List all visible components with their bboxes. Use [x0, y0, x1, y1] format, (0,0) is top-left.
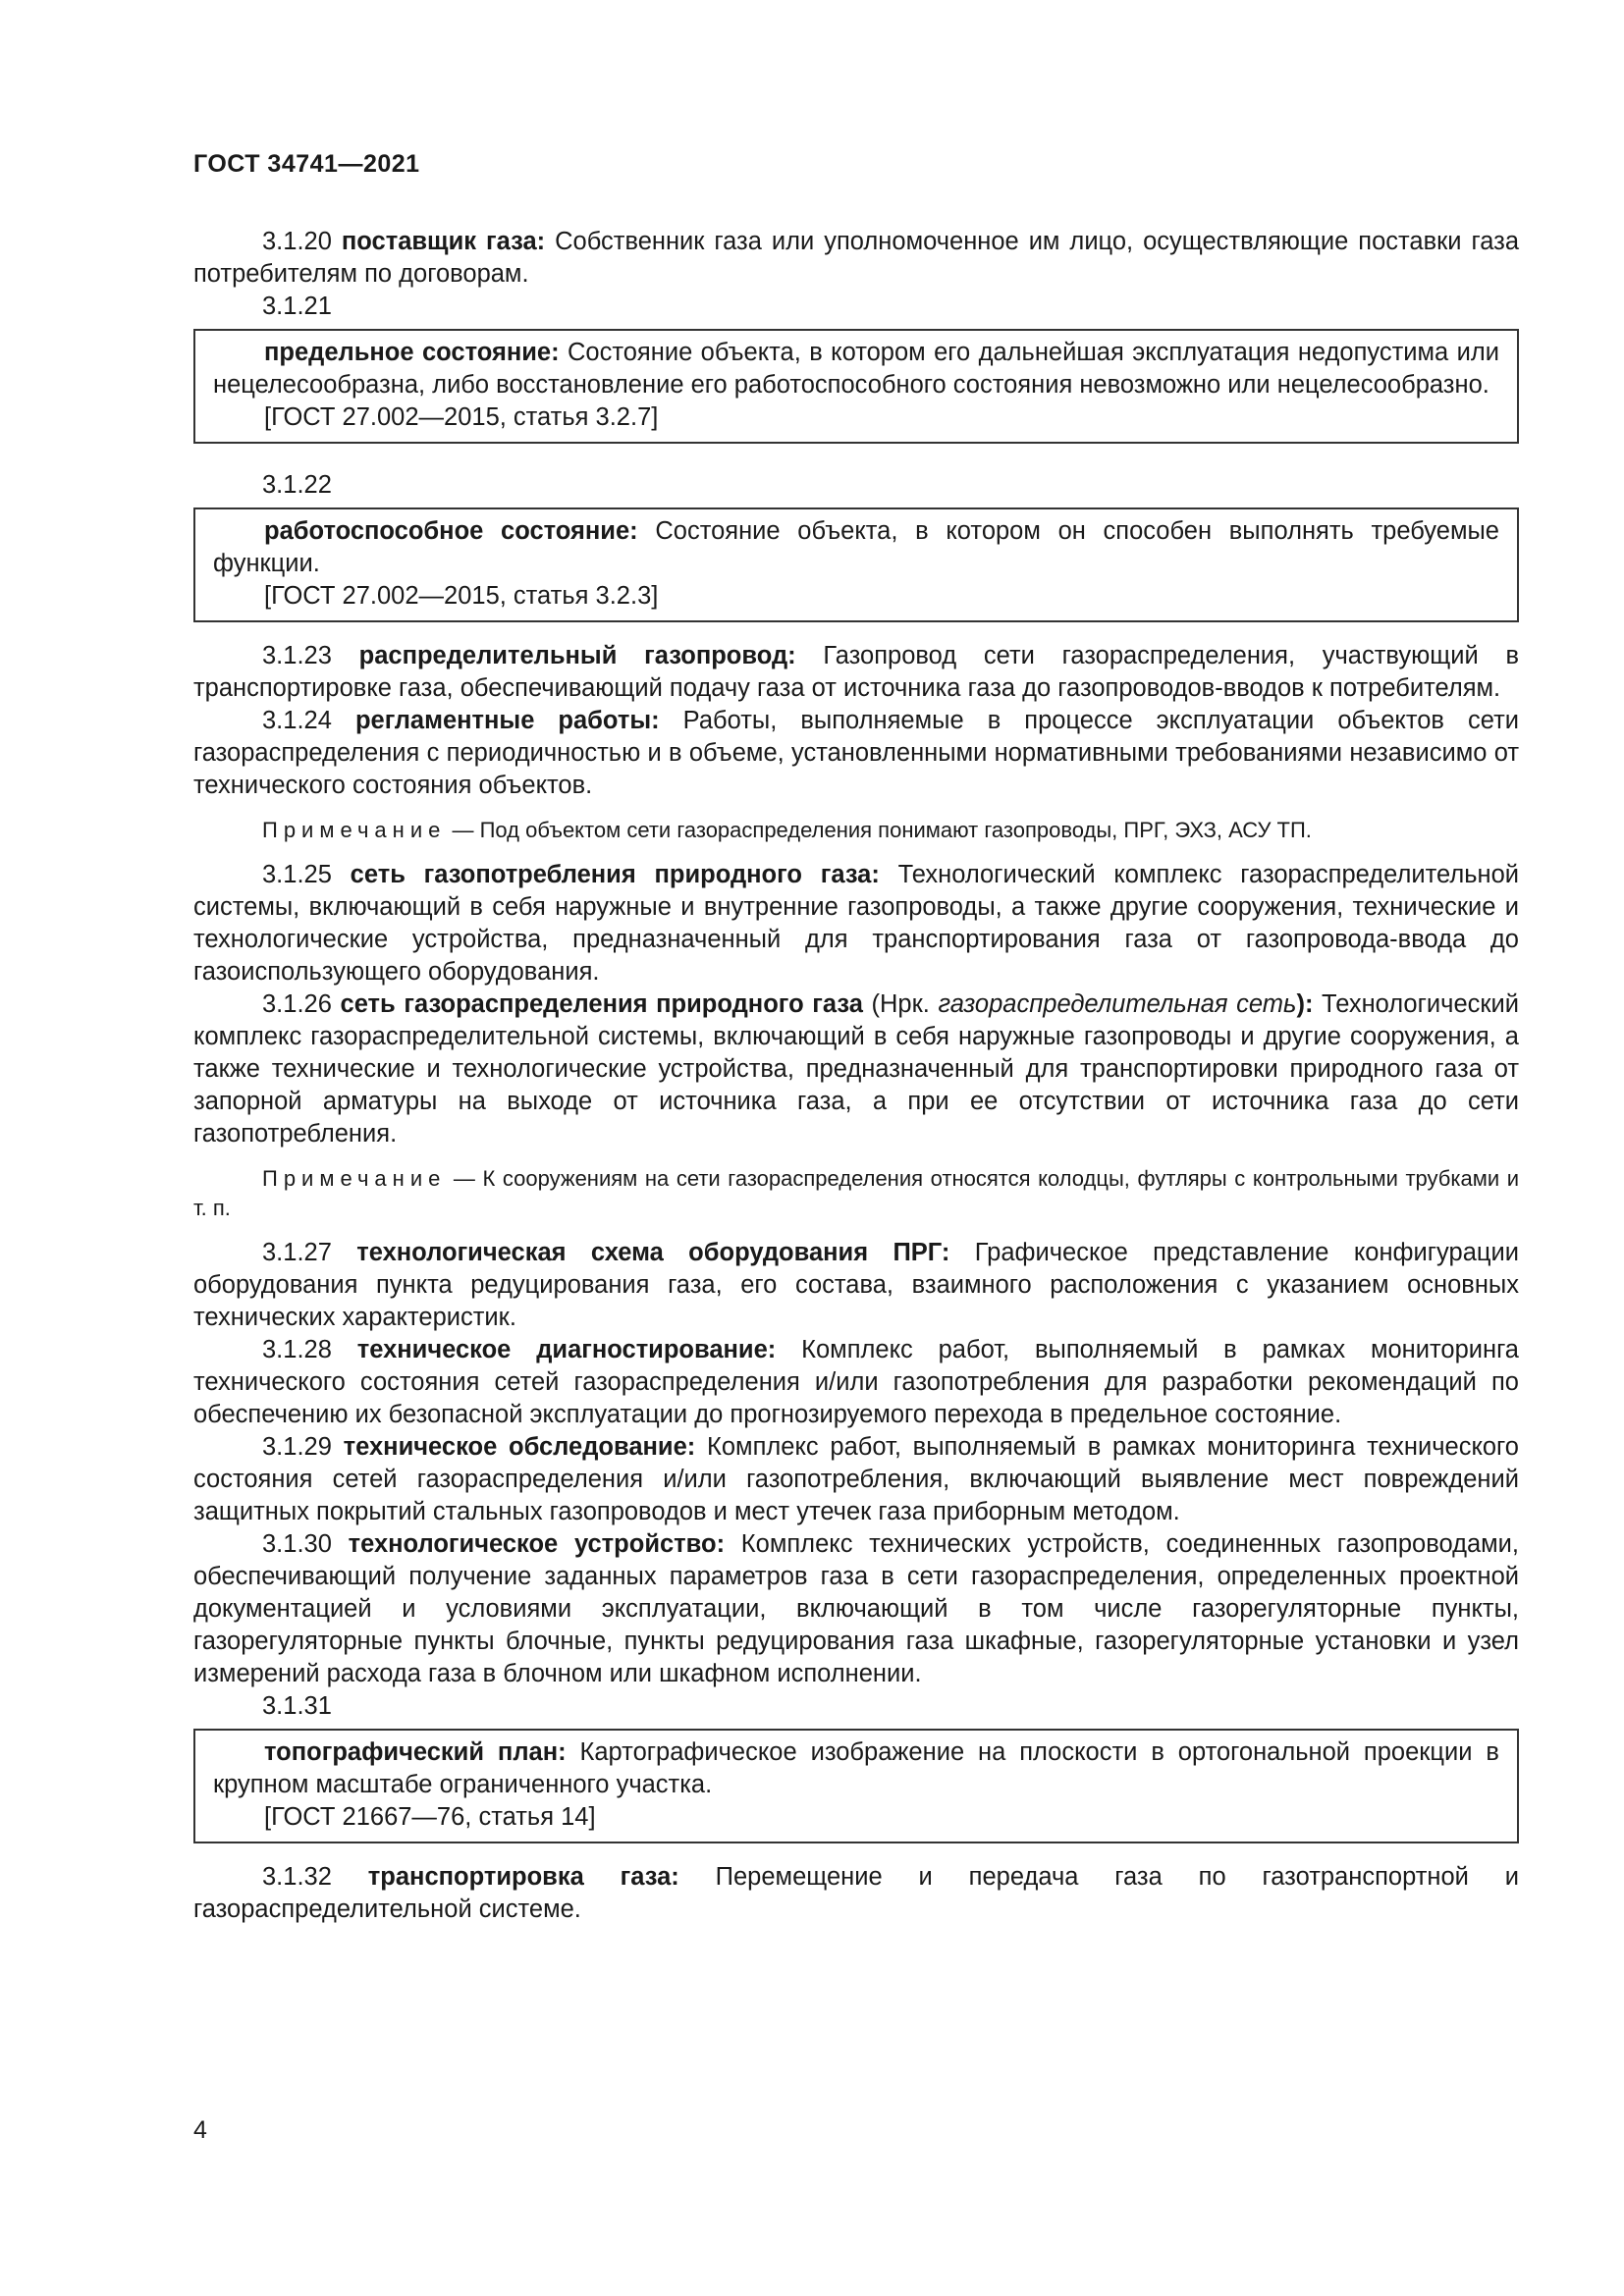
entry-number: 3.1.23	[262, 642, 332, 669]
term-name: техническое обследование:	[343, 1433, 696, 1461]
term-name: сеть газопотребления природного газа:	[350, 861, 880, 888]
source-reference: [ГОСТ 27.002—2015, статья 3.2.3]	[264, 582, 659, 610]
source-reference: [ГОСТ 21667—76, статья 14]	[264, 1803, 596, 1831]
terms-section	[193, 226, 1519, 1926]
entry-number: 3.1.32	[262, 1863, 332, 1891]
term-entry-3-1-23	[193, 640, 1519, 705]
term-definition: Комплекс технических устройств, соединенных газопроводами, обеспечивающий получение заданных параметров газа в сети газораспределения, определенных проектной документацией и условиями эксплуатации, включающий в том числе газорегуляторные пункты, газорегуляторные пункты блочные, пункты редуцирования газа шкафные, газорегуляторные установки и узел измерений расхода газа в блочном или шкафном исполнении.	[193, 1530, 1519, 1687]
term-definition: Состояние объекта, в котором он способен выполнять требуемые функции.	[213, 517, 1499, 577]
term-entry-3-1-32	[193, 1861, 1519, 1926]
term-definition: Перемещение и передача газа по газотранспортной и газораспределительной системе.	[193, 1863, 1520, 1923]
term-post: ):	[1296, 990, 1314, 1018]
term-name: сеть газораспределения природного газа	[340, 990, 863, 1018]
term-name: распределительный газопровод:	[358, 642, 796, 669]
entry-number: 3.1.27	[262, 1239, 332, 1266]
term-definition: Комплекс работ, выполняемый в рамках мониторинга технического состояния сетей газораспределения и/или газопотребления, включающий выявление мест повреждений защитных покрытий стальных газопроводов и мест утечек газа приборным методом.	[193, 1433, 1519, 1525]
term-entry-3-1-31	[213, 1736, 1499, 1801]
term-entry-3-1-27	[193, 1237, 1519, 1334]
entry-number: 3.1.26	[262, 990, 332, 1018]
term-name: регламентные работы:	[354, 707, 660, 734]
term-definition: Состояние объекта, в котором его дальнейшая эксплуатация недопустима или нецелесообразна, либо восстановление его работоспособного состояния невозможно или нецелесообразно.	[213, 339, 1500, 399]
term-entry-3-1-28	[193, 1334, 1519, 1431]
term-definition: Технологический комплекс газораспределительной системы, включающий в себя наружные и внутренние газопроводы, а также другие сооружения, технические и технологические устройства, предназначенный для транспортирования газа от газопровода-ввода до газоиспользующего оборудования.	[193, 861, 1519, 986]
term-name: поставщик газа:	[341, 228, 546, 255]
quoted-term-box-3-1-21	[193, 329, 1519, 444]
term-definition: Технологический комплекс газораспределительной системы, включающий в себя наружные газопроводы и другие сооружения, а также технические и технологические устройства, предназначенный для транспортировки природного газа от запорной арматуры на выходе от источника газа, а при ее отсутствии от источника газа до сети газопотребления.	[193, 990, 1520, 1148]
standard-code-header: ГОСТ 34741—2021	[193, 150, 420, 178]
quoted-term-box-3-1-31	[193, 1729, 1519, 1843]
term-entry-3-1-21	[213, 337, 1499, 401]
term-name: техническое диагностирование:	[356, 1336, 777, 1363]
note-text: — К сооружениям на сети газораспределения относятся колодцы, футляры с контрольными трубками и т. п.	[193, 1166, 1519, 1220]
term-name: технологическое устройство:	[348, 1530, 726, 1558]
entry-number-3-1-22: 3.1.22	[262, 471, 332, 499]
note-text: — Под объектом сети газораспределения понимают газопроводы, ПРГ, ЭХЗ, АСУ ТП.	[446, 818, 1312, 842]
entry-number-3-1-31: 3.1.31	[262, 1692, 332, 1720]
non-recommended-term: газораспределительная сеть	[938, 990, 1297, 1018]
term-entry-3-1-30	[193, 1528, 1519, 1690]
term-entry-3-1-25	[193, 859, 1519, 988]
entry-number: 3.1.24	[262, 707, 332, 734]
entry-number: 3.1.25	[262, 861, 332, 888]
term-name: работоспособное состояние:	[264, 517, 638, 545]
entry-number-3-1-21: 3.1.21	[262, 293, 332, 320]
term-pre: (Нрк.	[862, 990, 939, 1018]
term-definition: Собственник газа или уполномоченное им лицо, осуществляющие поставки газа потребителям по договорам.	[193, 228, 1520, 288]
term-name: транспортировка газа:	[367, 1863, 679, 1891]
page-number: 4	[193, 2116, 207, 2144]
entry-number: 3.1.30	[262, 1530, 332, 1558]
entry-number: 3.1.29	[262, 1433, 332, 1461]
term-definition: Газопровод сети газораспределения, участвующий в транспортировке газа, обеспечивающий подачу газа от источника газа до газопроводов-вводов к потребителям.	[193, 642, 1519, 702]
quoted-term-box-3-1-22	[193, 507, 1519, 622]
note-1	[193, 816, 1519, 845]
entry-number: 3.1.28	[262, 1336, 332, 1363]
term-entry-3-1-22	[213, 515, 1499, 580]
term-entry-3-1-26	[193, 988, 1519, 1150]
note-label: Примечание	[262, 818, 447, 842]
note-2	[193, 1164, 1519, 1223]
entry-number: 3.1.20	[262, 228, 332, 255]
term-name: топографический план:	[264, 1738, 567, 1766]
term-name: предельное состояние:	[264, 339, 560, 366]
term-entry-3-1-29	[193, 1431, 1519, 1528]
term-entry-3-1-24	[193, 705, 1519, 802]
source-reference: [ГОСТ 27.002—2015, статья 3.2.7]	[264, 403, 659, 431]
term-definition: Работы, выполняемые в процессе эксплуатации объектов сети газораспределения с периодичностью и в объеме, установленными нормативными требованиями независимо от технического состояния объектов.	[193, 707, 1520, 799]
term-definition: Графическое представление конфигурации оборудования пункта редуцирования газа, его состава, взаимного расположения с указанием основных технических характеристик.	[193, 1239, 1519, 1331]
term-definition: Картографическое изображение на плоскости в ортогональной проекции в крупном масштабе ограниченного участка.	[213, 1738, 1499, 1798]
term-entry-3-1-20	[193, 226, 1519, 291]
term-name: технологическая схема оборудования ПРГ:	[356, 1239, 950, 1266]
term-definition: Комплекс работ, выполняемый в рамках мониторинга технического состояния сетей газораспределения и/или газопотребления для разработки рекомендаций по обеспечению их безопасной эксплуатации до прогнозируемого перехода в предельное состояние.	[193, 1336, 1519, 1428]
note-label: Примечание	[262, 1166, 447, 1191]
